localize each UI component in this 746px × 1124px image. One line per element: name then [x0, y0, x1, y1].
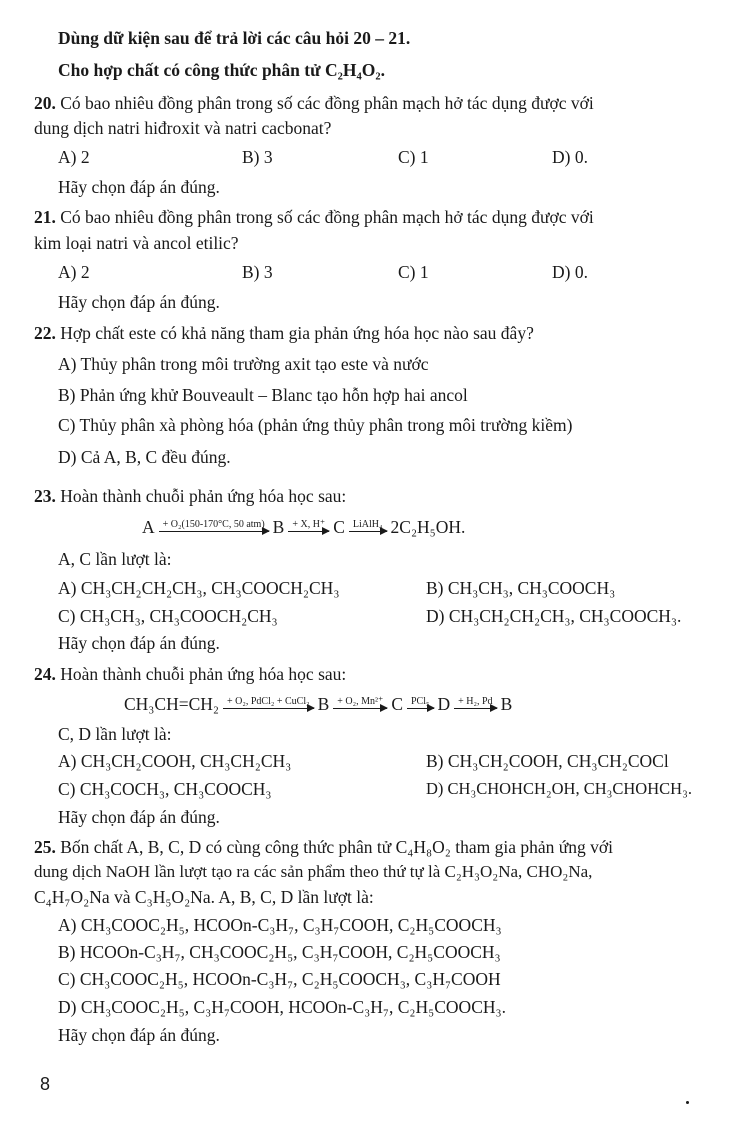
reaction-arrow-3: [407, 696, 434, 709]
arrow-1-line: [159, 531, 269, 532]
arrow-3-condition: PCl₅: [411, 696, 430, 708]
question-25-line-2: dung dịch NaOH lần lượt tạo ra các sản phẩm theo thứ tự là C₂H₃O₂Na, CHO₂Na,: [34, 862, 593, 881]
question-22-number: 22.: [34, 323, 56, 343]
question-20-number: 20.: [34, 93, 56, 113]
question-24-option-d: D) CH₃CHOHCH₂OH, CH₃CHOHCH₃.: [426, 779, 692, 798]
question-23-reaction-chain: [142, 516, 465, 538]
question-20-option-c: C) 1: [398, 147, 429, 167]
question-25-text-1: Bốn chất A, B, C, D có cùng công thức phân tử C₄H₈O₂ tham gia phản ứng với: [60, 837, 613, 857]
arrow-3-condition: LiAlH₄: [352, 519, 383, 531]
question-20-option-d: D) 0.: [552, 147, 588, 167]
question-24-reaction-chain: [124, 693, 512, 715]
question-25-prompt: Hãy chọn đáp án đúng.: [58, 1025, 220, 1045]
question-22-line-1: [34, 322, 534, 344]
arrow-2-line: [333, 708, 387, 709]
question-20-option-a: A) 2: [58, 147, 90, 167]
speck-mark: [686, 1101, 689, 1104]
page-number: 8: [40, 1074, 51, 1094]
question-22-option-a: A) Thủy phân trong môi trường axit tạo este và nước: [58, 354, 429, 374]
arrow-2-line: [288, 531, 329, 532]
starting-compound: CH₃CH=CH₂: [124, 694, 220, 714]
reaction-arrow-4: [454, 696, 496, 709]
reaction-arrow-3: [349, 519, 387, 532]
question-21-line-1: [34, 206, 594, 228]
reactant-a: A: [142, 517, 155, 537]
question-23-option-c: C) CH₃CH₃, CH₃COOCH₂CH₃: [58, 606, 278, 626]
final-product: 2C₂H₅OH.: [390, 517, 466, 537]
product-d: D: [437, 694, 451, 714]
question-21-option-c: C) 1: [398, 262, 429, 282]
question-24-subquestion: C, D lần lượt là:: [58, 724, 172, 744]
question-20-option-b: B) 3: [242, 147, 273, 167]
question-25-line-3: C₄H₇O₂Na và C₃H₅O₂Na. A, B, C, D lần lượt là:: [34, 887, 374, 907]
question-20-prompt: Hãy chọn đáp án đúng.: [58, 177, 220, 197]
intro-line-2: Cho hợp chất có công thức phân tử C₂H₄O₂.: [58, 60, 385, 80]
intro-line-1: Dùng dữ kiện sau để trả lời các câu hỏi 20 – 21.: [58, 28, 411, 48]
question-23-option-b: B) CH₃CH₃, CH₃COOCH₃: [426, 578, 616, 598]
question-21-option-b: B) 3: [242, 262, 273, 282]
question-25-number: 25.: [34, 837, 56, 857]
reaction-arrow-1: [159, 519, 269, 532]
question-20-line-1: [34, 92, 594, 114]
question-24-text-1: Hoàn thành chuỗi phản ứng hóa học sau:: [60, 664, 347, 684]
question-24-option-a: A) CH₃CH₂COOH, CH₃CH₂CH₃: [58, 751, 292, 771]
reaction-arrow-2: [333, 696, 387, 709]
question-21-option-d: D) 0.: [552, 262, 588, 282]
final-product: B: [500, 694, 513, 714]
question-25-option-a: A) CH₃COOC₂H₅, HCOOn-C₃H₇, C₃H₇COOH, C₂H₅COOCH₃: [58, 915, 502, 935]
product-b: B: [272, 517, 285, 537]
question-25-option-d: D) CH₃COOC₂H₅, C₃H₇COOH, HCOOn-C₃H₇, C₂H₅COOCH₃.: [58, 997, 506, 1017]
arrow-1-condition: + O₂, PdCl₂ + CuCl₂: [227, 696, 310, 708]
question-21-prompt: Hãy chọn đáp án đúng.: [58, 292, 220, 312]
question-23-option-d: D) CH₃CH₂CH₂CH₃, CH₃COOCH₃.: [426, 606, 682, 626]
question-24-prompt: Hãy chọn đáp án đúng.: [58, 807, 220, 827]
question-24-option-b: B) CH₃CH₂COOH, CH₃CH₂COCl: [426, 751, 669, 771]
question-25-line-1: [34, 836, 613, 858]
arrow-3-line: [407, 708, 434, 709]
question-25-option-b: B) HCOOn-C₃H₇, CH₃COOC₂H₅, C₃H₇COOH, C₂H₅COOCH₃: [58, 942, 501, 962]
question-22-option-c: C) Thủy phân xà phòng hóa (phản ứng thủy phân trong môi trường kiềm): [58, 415, 573, 435]
question-25-option-c: C) CH₃COOC₂H₅, HCOOn-C₃H₇, C₂H₅COOCH₃, C₃H₇COOH: [58, 969, 501, 989]
question-21-number: 21.: [34, 207, 56, 227]
question-23-prompt: Hãy chọn đáp án đúng.: [58, 633, 220, 653]
question-23-subquestion: A, C lần lượt là:: [58, 549, 172, 569]
arrow-3-line: [349, 531, 387, 532]
reaction-arrow-2: [288, 519, 329, 532]
question-23-number: 23.: [34, 486, 56, 506]
reaction-arrow-1: [223, 696, 314, 709]
question-21-line-2: kim loại natri và ancol etilic?: [34, 233, 239, 253]
arrow-2-condition: + X, H⁺: [292, 519, 326, 531]
arrow-4-condition: + H₂, Pd: [458, 696, 493, 708]
product-b: B: [317, 694, 330, 714]
question-21-text-1: Có bao nhiêu đồng phân trong số các đồng phân mạch hở tác dụng được với: [60, 207, 594, 227]
product-c: C: [333, 517, 345, 537]
question-22-option-d: D) Cả A, B, C đều đúng.: [58, 447, 231, 467]
question-24-line-1: [34, 663, 346, 685]
question-23-text-1: Hoàn thành chuỗi phản ứng hóa học sau:: [60, 486, 347, 506]
question-21-option-a: A) 2: [58, 262, 90, 282]
question-20-text-1: Có bao nhiêu đồng phân trong số các đồng phân mạch hở tác dụng được với: [60, 93, 594, 113]
arrow-4-line: [454, 708, 496, 709]
question-20-line-2: dung dịch natri hiđroxit và natri cacbonat?: [34, 118, 332, 138]
question-22-option-b: B) Phản ứng khử Bouveault – Blanc tạo hỗn hợp hai ancol: [58, 385, 468, 405]
question-23-line-1: [34, 485, 346, 507]
question-24-number: 24.: [34, 664, 56, 684]
question-23-option-a: A) CH₃CH₂CH₂CH₃, CH₃COOCH₂CH₃: [58, 578, 340, 598]
arrow-2-condition: + O₂, Mn²⁺: [337, 696, 384, 708]
arrow-1-line: [223, 708, 314, 709]
question-24-option-c: C) CH₃COCH₃, CH₃COOCH₃: [58, 779, 272, 799]
question-22-text-1: Hợp chất este có khả năng tham gia phản ứng hóa học nào sau đây?: [60, 323, 534, 343]
arrow-1-condition: + O₂(150-170°C, 50 atm): [162, 519, 265, 531]
product-c: C: [391, 694, 403, 714]
